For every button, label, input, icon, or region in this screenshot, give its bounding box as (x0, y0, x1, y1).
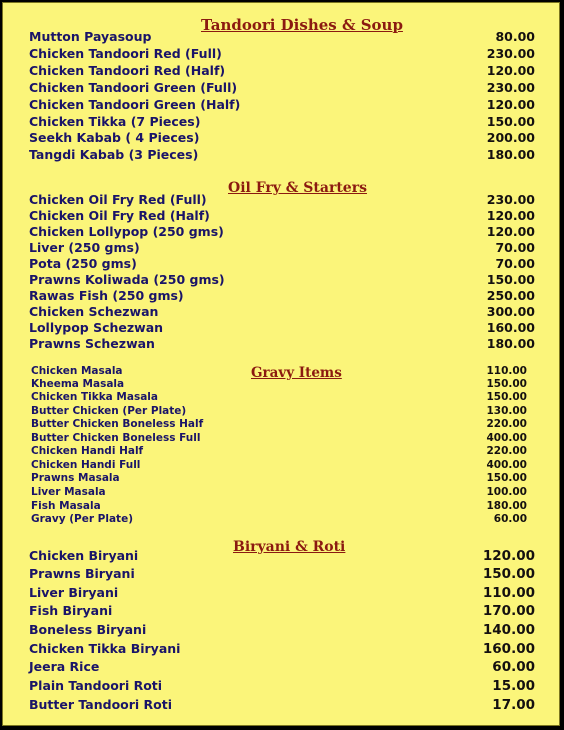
section-title-oil-fry: Oil Fry & Starters (228, 180, 367, 196)
item-price: 17.00 (492, 697, 535, 713)
item-name: Prawns Biryani (29, 566, 135, 581)
item-price: 150.00 (486, 114, 535, 129)
item-name: Boneless Biryani (29, 622, 147, 637)
item-name: Pota (250 gms) (29, 256, 137, 271)
menu-row (3, 548, 559, 564)
menu-row (3, 622, 559, 638)
item-name: Chicken Tikka Masala (31, 391, 158, 403)
item-price: 150.00 (486, 472, 527, 484)
item-price: 400.00 (486, 459, 527, 471)
item-name: Chicken Masala (31, 365, 123, 377)
section-title-gravy: Gravy Items (251, 365, 342, 381)
item-price: 150.00 (486, 391, 527, 403)
menu-row (3, 320, 559, 336)
menu-row (3, 80, 559, 96)
item-name: Prawns Masala (31, 472, 120, 484)
item-name: Lollypop Schezwan (29, 320, 164, 335)
item-name: Liver Masala (31, 486, 106, 498)
item-name: Tangdi Kabab (3 Pieces) (29, 147, 199, 162)
item-price: 70.00 (495, 256, 535, 271)
item-name: Chicken Schezwan (29, 304, 159, 319)
menu-row (3, 336, 559, 352)
item-price: 100.00 (486, 486, 527, 498)
item-name: Liver Biryani (29, 585, 119, 600)
item-price: 220.00 (486, 418, 527, 430)
menu-row (3, 29, 559, 45)
item-name: Fish Biryani (29, 603, 113, 618)
menu-row (3, 240, 559, 256)
item-price: 180.00 (486, 147, 535, 162)
item-price: 110.00 (482, 585, 535, 601)
item-name: Butter Chicken Boneless Half (31, 418, 204, 430)
item-name: Chicken Tandoori Red (Half) (29, 63, 226, 78)
item-name: Fish Masala (31, 500, 101, 512)
item-name: Seekh Kabab ( 4 Pieces) (29, 130, 200, 145)
menu-row (3, 513, 559, 529)
item-name: Prawns Koliwada (250 gms) (29, 272, 225, 287)
menu-row (3, 603, 559, 619)
item-price: 110.00 (486, 365, 527, 377)
item-name: Jeera Rice (29, 659, 100, 674)
item-name: Butter Chicken Boneless Full (31, 432, 201, 444)
item-price: 80.00 (495, 29, 535, 44)
menu-row (3, 659, 559, 675)
item-price: 60.00 (493, 513, 527, 525)
menu-row (3, 272, 559, 288)
item-name: Chicken Lollypop (250 gms) (29, 224, 224, 239)
item-price: 230.00 (486, 192, 535, 207)
item-price: 15.00 (492, 678, 535, 694)
item-price: 150.00 (486, 272, 535, 287)
item-name: Chicken Biryani (29, 548, 139, 563)
item-name: Liver (250 gms) (29, 240, 140, 255)
item-price: 120.00 (486, 97, 535, 112)
menu-row (3, 641, 559, 657)
item-price: 150.00 (486, 378, 527, 390)
menu-row (3, 208, 559, 224)
item-name: Chicken Tandoori Green (Full) (29, 80, 238, 95)
item-name: Chicken Tandoori Green (Half) (29, 97, 241, 112)
item-name: Rawas Fish (250 gms) (29, 288, 184, 303)
item-price: 120.00 (482, 548, 535, 564)
item-price: 180.00 (486, 336, 535, 351)
menu-row (3, 63, 559, 79)
item-price: 160.00 (486, 320, 535, 335)
menu-row (3, 192, 559, 208)
item-name: Chicken Tikka Biryani (29, 641, 181, 656)
item-price: 120.00 (486, 63, 535, 78)
item-price: 70.00 (495, 240, 535, 255)
menu-row (3, 97, 559, 113)
menu-row (3, 566, 559, 582)
item-price: 150.00 (482, 566, 535, 582)
section-title-tandoori: Tandoori Dishes & Soup (201, 16, 403, 34)
menu-row (3, 288, 559, 304)
item-price: 120.00 (486, 208, 535, 223)
item-name: Kheema Masala (31, 378, 125, 390)
item-price: 130.00 (486, 405, 527, 417)
item-name: Chicken Handi Half (31, 445, 144, 457)
menu-row (3, 114, 559, 130)
item-price: 120.00 (486, 224, 535, 239)
item-name: Chicken Oil Fry Red (Full) (29, 192, 207, 207)
menu-row (3, 585, 559, 601)
item-price: 200.00 (486, 130, 535, 145)
menu-row (3, 130, 559, 146)
menu-row (3, 224, 559, 240)
item-name: Chicken Oil Fry Red (Half) (29, 208, 210, 223)
item-price: 400.00 (486, 432, 527, 444)
item-price: 60.00 (492, 659, 535, 675)
item-name: Butter Chicken (Per Plate) (31, 405, 187, 417)
menu-row (3, 256, 559, 272)
item-price: 250.00 (486, 288, 535, 303)
menu-row (3, 697, 559, 713)
item-price: 220.00 (486, 445, 527, 457)
menu-row (3, 147, 559, 163)
item-name: Chicken Handi Full (31, 459, 141, 471)
menu-row (3, 304, 559, 320)
item-price: 300.00 (486, 304, 535, 319)
item-name: Chicken Tikka (7 Pieces) (29, 114, 201, 129)
item-name: Butter Tandoori Roti (29, 697, 173, 712)
item-price: 160.00 (482, 641, 535, 657)
item-name: Plain Tandoori Roti (29, 678, 163, 693)
item-name: Prawns Schezwan (29, 336, 155, 351)
menu-row (3, 678, 559, 694)
item-name: Gravy (Per Plate) (31, 513, 133, 525)
item-name: Chicken Tandoori Red (Full) (29, 46, 222, 61)
menu-page (2, 2, 560, 726)
item-price: 140.00 (482, 622, 535, 638)
item-price: 230.00 (486, 46, 535, 61)
item-price: 170.00 (482, 603, 535, 619)
section-title-biryani: Biryani & Roti (233, 539, 346, 555)
menu-row (3, 46, 559, 62)
item-price: 230.00 (486, 80, 535, 95)
item-price: 180.00 (486, 500, 527, 512)
item-name: Mutton Payasoup (29, 29, 152, 44)
